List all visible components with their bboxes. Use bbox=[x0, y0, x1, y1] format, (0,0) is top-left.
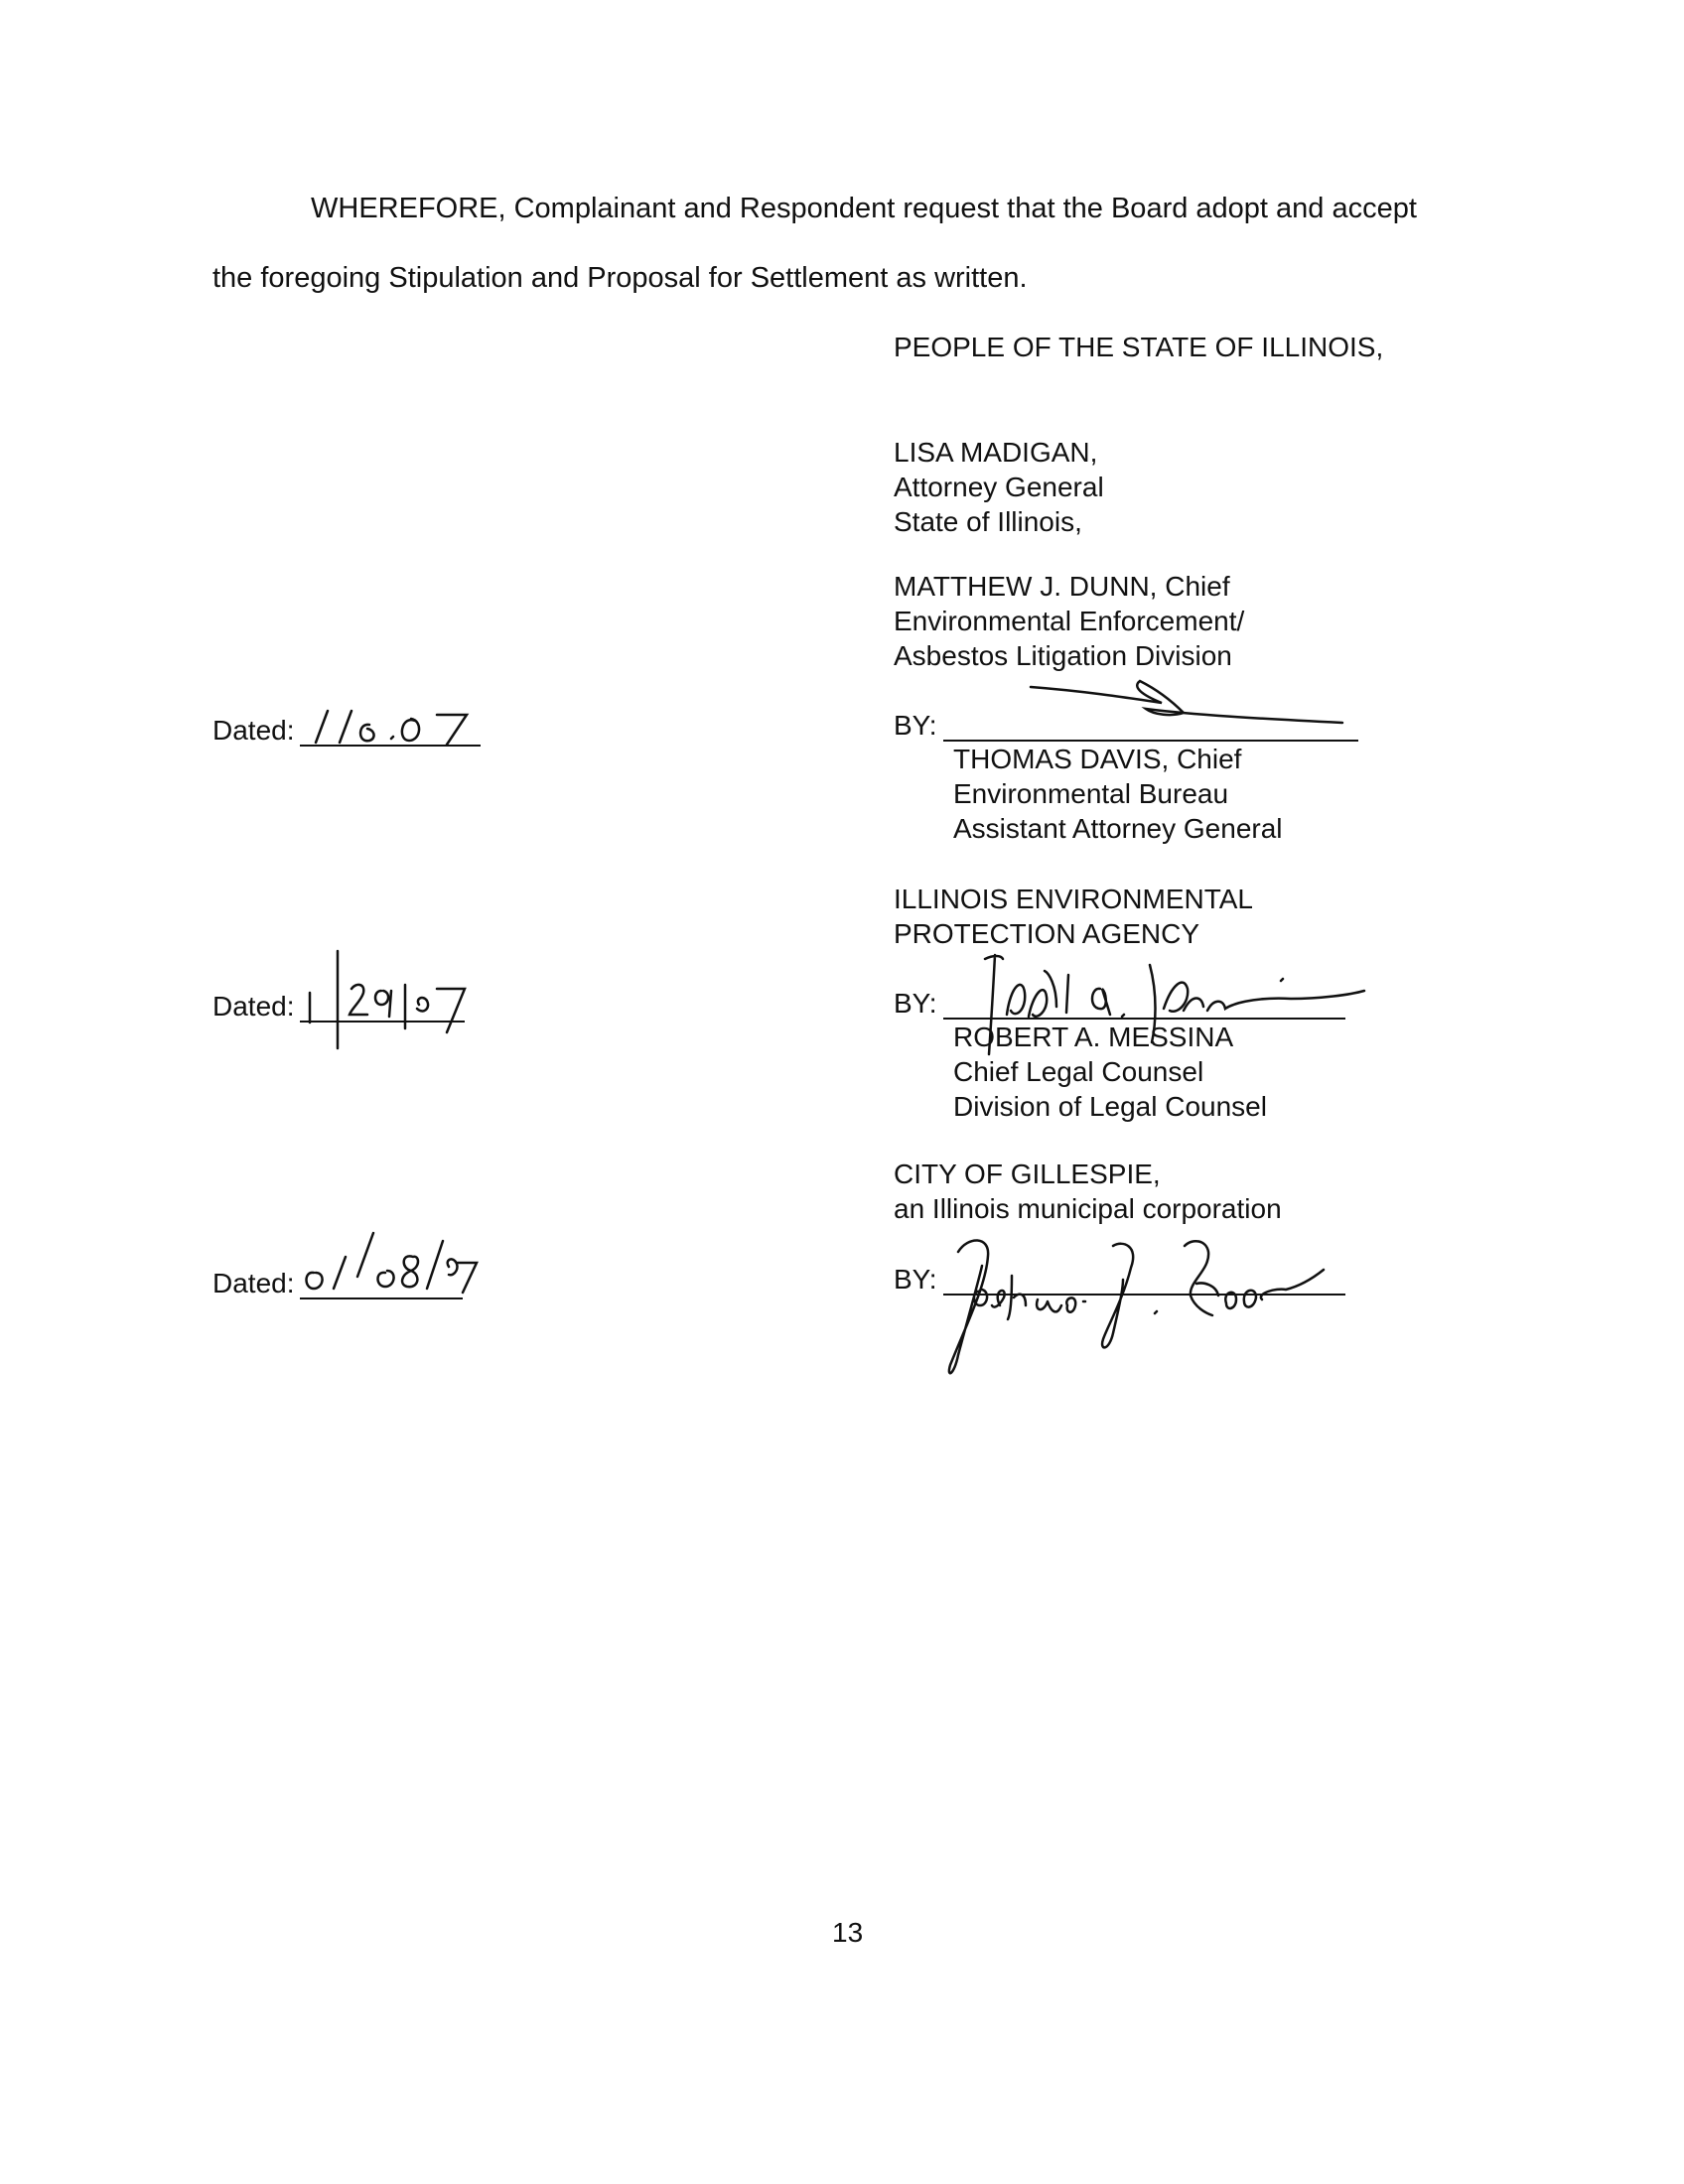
signer2-line3: Division of Legal Counsel bbox=[953, 1091, 1267, 1122]
signer2-name: ROBERT A. MESSINA bbox=[953, 1022, 1234, 1052]
signer1-line3: Assistant Attorney General bbox=[953, 813, 1283, 844]
agency-line1: ILLINOIS ENVIRONMENTAL bbox=[894, 884, 1254, 914]
division-chief-block bbox=[894, 569, 1244, 673]
division-chief-line3: Asbestos Litigation Division bbox=[894, 640, 1232, 671]
dated-rule-3 bbox=[300, 1297, 463, 1299]
signer1-block bbox=[953, 742, 1283, 846]
dated-label-2: Dated: bbox=[212, 991, 295, 1022]
signature-davis bbox=[1023, 675, 1350, 735]
dated-label-3: Dated: bbox=[212, 1268, 295, 1298]
attorney-general-state: State of Illinois, bbox=[894, 506, 1082, 537]
city-line2: an Illinois municipal corporation bbox=[894, 1193, 1282, 1224]
paragraph-line-2: the foregoing Stipulation and Proposal for Settlement as written. bbox=[212, 262, 1028, 294]
attorney-general-title: Attorney General bbox=[894, 472, 1104, 502]
by-label-1: BY: bbox=[894, 710, 937, 741]
by-label-2: BY: bbox=[894, 988, 937, 1019]
signer1-name: THOMAS DAVIS, Chief bbox=[953, 744, 1242, 774]
dated-field-3 bbox=[212, 1266, 295, 1300]
people-heading: PEOPLE OF THE STATE OF ILLINOIS, bbox=[894, 332, 1384, 362]
signature-ross bbox=[928, 1216, 1326, 1395]
signer1-line2: Environmental Bureau bbox=[953, 778, 1229, 809]
handwritten-date-3 bbox=[298, 1227, 477, 1297]
by-line-2 bbox=[894, 986, 937, 1021]
by-line-1 bbox=[894, 708, 937, 743]
division-chief-name: MATTHEW J. DUNN, Chief bbox=[894, 571, 1230, 602]
division-chief-line2: Environmental Enforcement/ bbox=[894, 606, 1245, 636]
dated-field-2 bbox=[212, 989, 295, 1024]
signer2-block bbox=[953, 1020, 1267, 1124]
page-number: 13 bbox=[832, 1917, 864, 1948]
dated-label-1: Dated: bbox=[212, 715, 295, 746]
signer2-line2: Chief Legal Counsel bbox=[953, 1056, 1204, 1087]
dated-field-1 bbox=[212, 713, 295, 748]
city-line1: CITY OF GILLESPIE, bbox=[894, 1159, 1161, 1189]
attorney-general-block bbox=[894, 435, 1104, 539]
attorney-general-name: LISA MADIGAN, bbox=[894, 437, 1098, 468]
paragraph-line-1: WHEREFORE, Complainant and Respondent request that the Board adopt and accept bbox=[311, 193, 1417, 224]
agency-line2: PROTECTION AGENCY bbox=[894, 918, 1200, 949]
handwritten-date-1 bbox=[298, 699, 496, 749]
by-label-3: BY: bbox=[894, 1264, 937, 1295]
handwritten-date-2 bbox=[298, 943, 477, 1052]
